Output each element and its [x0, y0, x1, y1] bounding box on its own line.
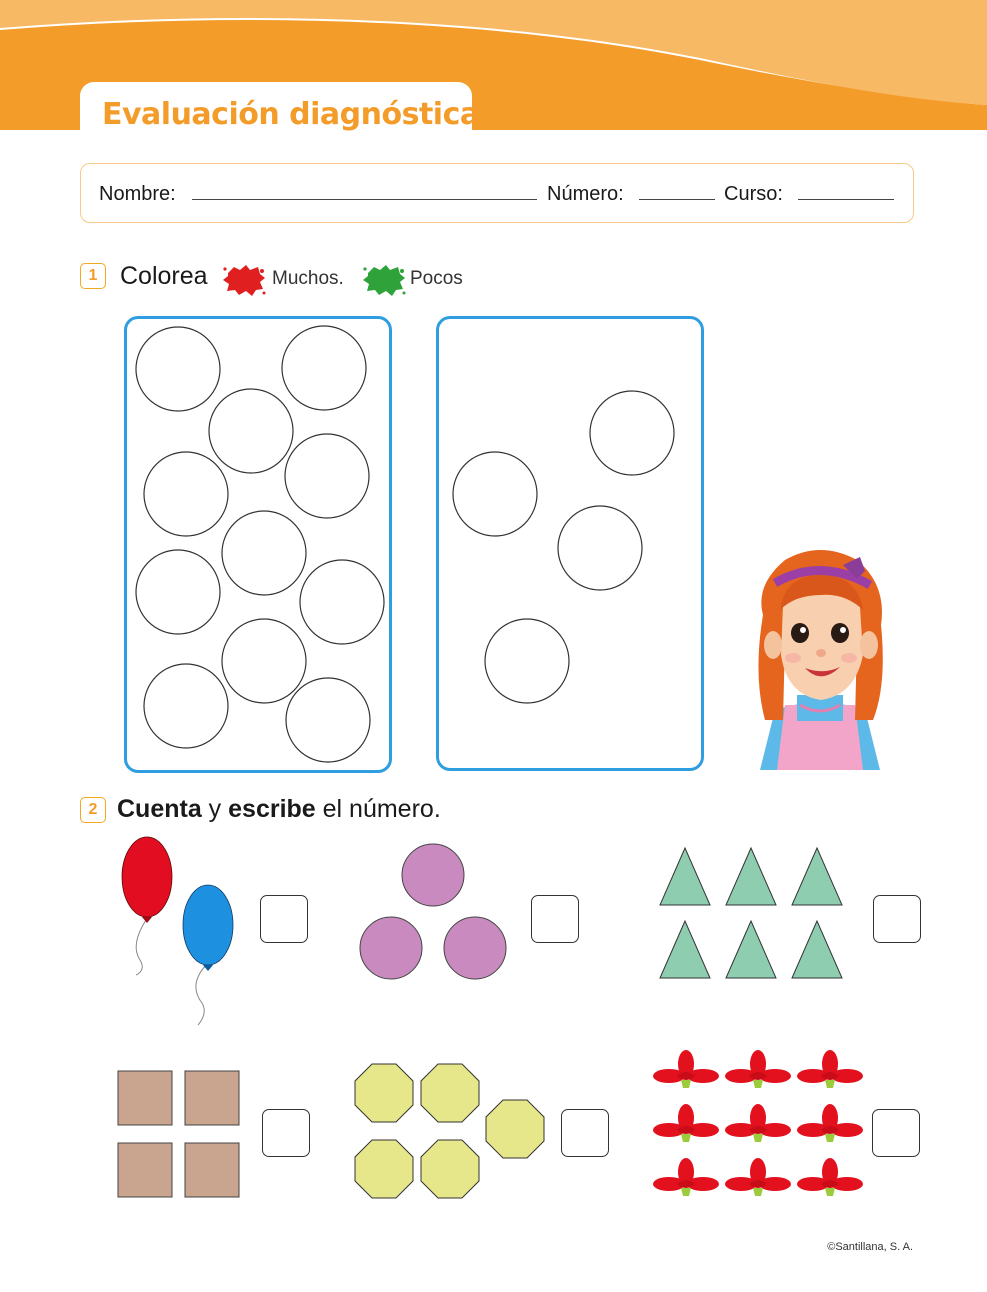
flowers-group [650, 1050, 866, 1200]
name-label: Nombre: [99, 183, 176, 205]
exercise-1-number: 1 [80, 263, 106, 289]
many-circles-group [124, 316, 392, 773]
number-field[interactable] [639, 199, 715, 200]
page-title: Evaluación diagnóstica [102, 97, 480, 132]
answer-box-squares[interactable] [262, 1109, 310, 1157]
brown-square [185, 1071, 239, 1125]
exercise-2-instruction [117, 795, 441, 824]
colorable-circle [485, 619, 569, 703]
colorable-circle [282, 326, 366, 410]
squares-group [115, 1068, 243, 1200]
red-flower [797, 1158, 863, 1196]
colorable-circle [136, 327, 220, 411]
colorable-circle [286, 678, 370, 762]
yellow-octagon [421, 1140, 479, 1198]
blue-balloon [183, 885, 233, 965]
course-field[interactable] [798, 199, 894, 200]
few-circles-group [436, 316, 704, 771]
exercise-2-number: 2 [80, 797, 106, 823]
exercise-1-instruction: Colorea [120, 262, 208, 290]
green-triangle [792, 921, 842, 978]
yellow-octagon [486, 1100, 544, 1158]
green-triangle [660, 848, 710, 905]
colorable-circle [222, 619, 306, 703]
name-field[interactable] [192, 199, 537, 200]
red-flower [725, 1050, 791, 1088]
purple-circles-group [355, 842, 515, 982]
triangles-group [655, 845, 850, 983]
green-triangle [726, 848, 776, 905]
colorable-circle [558, 506, 642, 590]
colorable-circle [144, 664, 228, 748]
instruction-count-word: Cuenta [117, 795, 202, 823]
girl-illustration [745, 545, 895, 770]
red-flower [653, 1050, 719, 1088]
course-label: Curso: [724, 183, 783, 205]
red-flower [653, 1158, 719, 1196]
red-flower [725, 1158, 791, 1196]
answer-box-octagons[interactable] [561, 1109, 609, 1157]
green-triangle [792, 848, 842, 905]
colorable-circle [136, 550, 220, 634]
balloon-string [136, 920, 146, 975]
green-triangle [660, 921, 710, 978]
balloons-group [110, 835, 245, 1030]
red-flower [797, 1104, 863, 1142]
red-flower [653, 1104, 719, 1142]
brown-square [118, 1143, 172, 1197]
red-balloon [122, 837, 172, 917]
purple-circle [444, 917, 506, 979]
colorable-circle [144, 452, 228, 536]
colorable-circle [285, 434, 369, 518]
yellow-octagon [355, 1140, 413, 1198]
purple-circle [360, 917, 422, 979]
colorable-circle [590, 391, 674, 475]
colorable-circle [453, 452, 537, 536]
colorable-circle [209, 389, 293, 473]
colorable-circle [300, 560, 384, 644]
green-paint-splash-icon [362, 263, 406, 297]
yellow-octagon [421, 1064, 479, 1122]
octagons-group [352, 1062, 547, 1202]
answer-box-balloons[interactable] [260, 895, 308, 943]
colorable-circle [222, 511, 306, 595]
copyright-notice: ©Santillana, S. A. [827, 1241, 913, 1253]
green-triangle [726, 921, 776, 978]
brown-square [118, 1071, 172, 1125]
answer-box-flowers[interactable] [872, 1109, 920, 1157]
purple-circle [402, 844, 464, 906]
legend-few-label: Pocos [410, 268, 463, 289]
red-flower [797, 1050, 863, 1088]
legend-many-label: Muchos. [272, 268, 344, 289]
yellow-octagon [355, 1064, 413, 1122]
number-label: Número: [547, 183, 624, 205]
red-paint-splash-icon [222, 263, 266, 297]
answer-box-circles[interactable] [531, 895, 579, 943]
red-flower [725, 1104, 791, 1142]
brown-square [185, 1143, 239, 1197]
student-info-box [80, 163, 914, 223]
instruction-write-word: escribe [228, 795, 316, 823]
instruction-rest: el número. [315, 795, 441, 823]
answer-box-triangles[interactable] [873, 895, 921, 943]
instruction-connector: y [201, 795, 229, 823]
balloon-string [196, 965, 206, 1025]
